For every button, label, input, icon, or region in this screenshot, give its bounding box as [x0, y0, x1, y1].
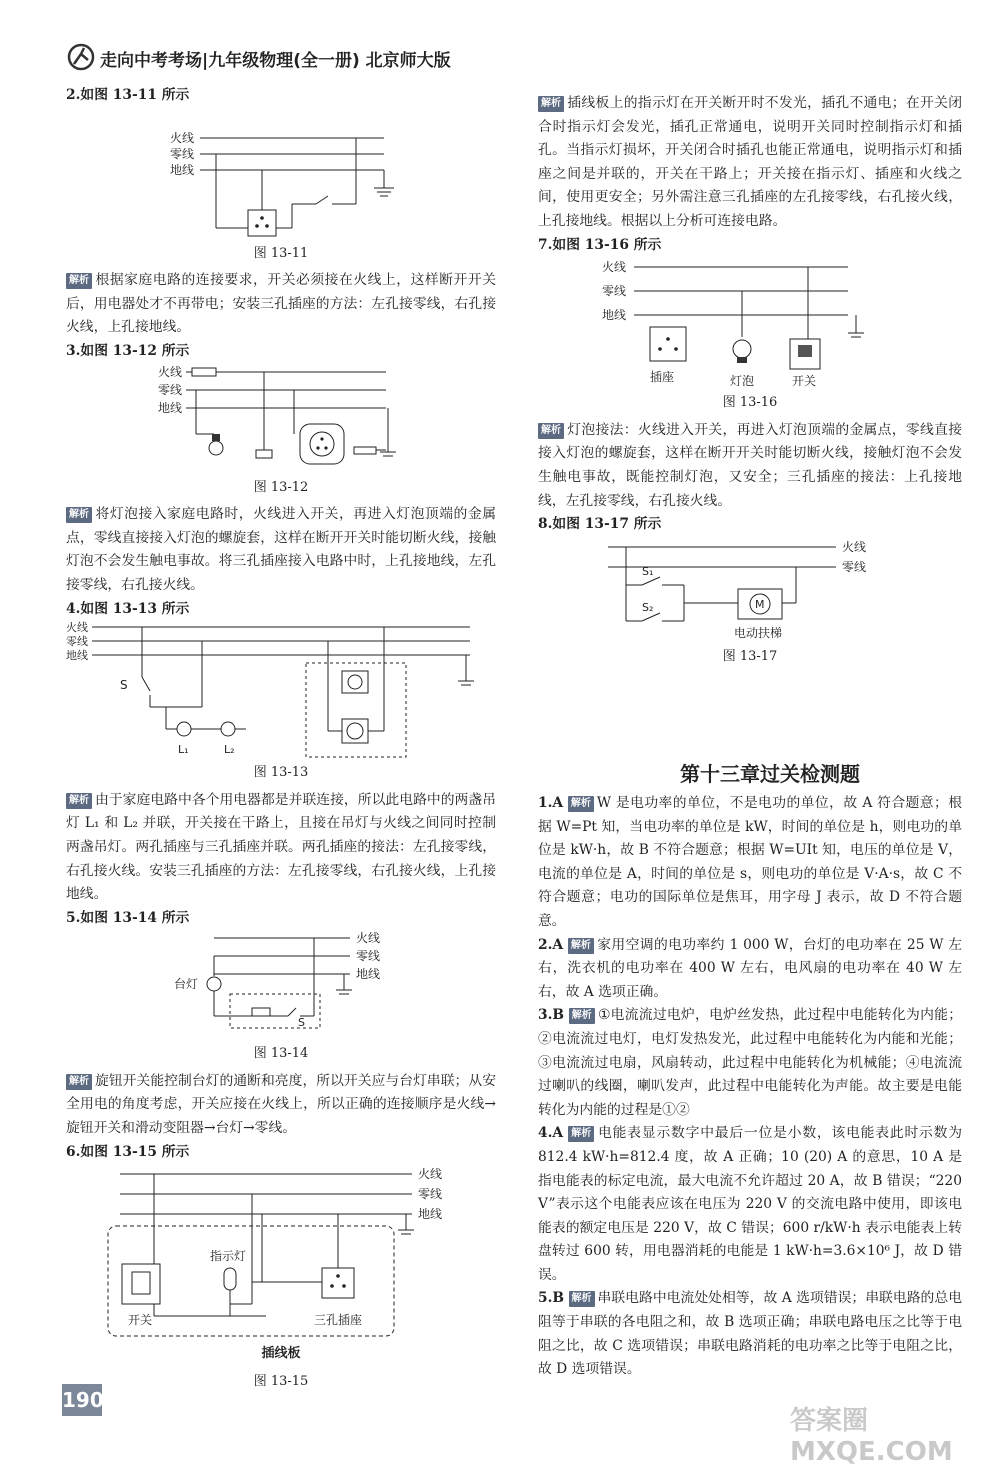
q2-text: 根据家庭电路的连接要求，开关必须接在火线上，这样断开开关后，用电器处才不再带电；安装三孔插座的方法：左孔接零线，右孔接火线，上孔接地线。 — [66, 272, 496, 336]
svg-text:开关: 开关 — [792, 374, 817, 389]
svg-text:S₂: S₂ — [642, 600, 654, 614]
answer-item: 1.A 解析 W 是电功率的单位，不是电功的单位，故 A 符合题意；根据 W=Pt 知，当电功率的单位是 kW，时间的单位是 h，则电功的单位是 kW·h，故 B 不符合题意；根据 W=UIt 知，电压的单位是 V，电流的单位是 A，时间的单位是 s，则电功的单位是 V·A·s，故 C 不符合题意；电功的国际单位是焦耳，用字母 J 表示，故 D 不符合题意。 — [538, 795, 962, 929]
svg-text:M: M — [755, 597, 765, 611]
q6-analysis: 解析 插线板上的指示灯在开关断开时不发光，插孔不通电；在开关闭合时指示灯会发光，插孔正常通电，说明开关同时控制指示灯和插孔。当指示灯损坏，开关闭合时插孔也能正常通电，说明指示灯和插座之间是并联的，开关在干路上；开关接在指示灯、插座和火线之间，使用更安全；另外需注意三孔插座的左孔接零线，右孔接火线，上孔接地线。根据以上分析可连接电路。 — [538, 95, 962, 229]
q4-text: 由于家庭电路中各个用电器都是并联连接，所以此电路中的两盏吊灯 L₁ 和 L₂ 并联，开关接在干路上，且接在吊灯与火线之间同时控制两盏吊灯。两孔插座与三孔插座并联。两孔插座的接法：左孔接零线，右孔接火线。安装三孔插座的方法：左孔接零线，右孔接火线，上孔接地线。 — [66, 791, 496, 903]
svg-text:零线: 零线 — [66, 635, 88, 649]
strip-label: 插线板 — [261, 1346, 301, 1362]
q5-caption: 图 13-14 — [253, 1046, 309, 1062]
figure-13-13 — [66, 621, 496, 759]
svg-text:地线: 地线 — [356, 967, 381, 982]
svg-text:L₁: L₁ — [178, 743, 189, 757]
answer-item: 5.B 解析 串联电路中电流处处相等，故 A 选项错误；串联电路的总电阻等于串联的各电阻之和，故 B 选项正确；串联电路电压之比等于电阻之比，故 C 选项错误；串联电路消耗的电功率之比等于电阻之比，故 D 选项错误。 — [538, 1290, 962, 1378]
q3-analysis: 解析 将灯泡接入家庭电路时，火线进入开关，再进入灯泡顶端的金属点，零线直接接入灯泡的螺旋套，这样在断开开关时能切断火线，接触灯泡不会发生触电事故。将三孔插座接入电路中时，上孔接地线，左孔接零线，右孔接火线。 — [66, 506, 496, 593]
section-title: 第十三章过关检测题 — [680, 762, 860, 786]
label-ground: 地线 — [170, 162, 195, 177]
figure-13-16 — [538, 257, 962, 389]
right-column — [538, 92, 962, 672]
svg-text:地线: 地线 — [418, 1207, 443, 1222]
q6-heading: 6.如图 13-15 所示 — [66, 1143, 190, 1160]
svg-text:指示灯: 指示灯 — [210, 1249, 247, 1264]
q7-caption: 图 13-16 — [722, 395, 778, 411]
answer-item: 2.A 解析 家用空调的电功率约 1 000 W，台灯的电功率在 25 W 左右，洗衣机的电功率在 400 W 左右，电风扇的电功率在 40 W 左右，故 A 选项正确。 — [538, 936, 962, 1000]
figure-13-15 — [66, 1164, 496, 1340]
svg-text:灯泡: 灯泡 — [730, 374, 755, 389]
svg-text:零线: 零线 — [158, 382, 183, 397]
q2-analysis — [66, 269, 496, 340]
svg-text:地线: 地线 — [66, 649, 88, 663]
svg-text:火线: 火线 — [418, 1167, 443, 1182]
q3-text: 将灯泡接入家庭电路时，火线进入开关，再进入灯泡顶端的金属点，零线直接接入灯泡的螺旋套，这样在断开开关时能切断火线，接触灯泡不会发生触电事故。将三孔插座接入电路中时，上孔接地线，左孔接零线，右孔接火线。 — [66, 506, 496, 593]
svg-text:地线: 地线 — [158, 400, 183, 415]
q3-heading: 3.如图 13-12 所示 — [66, 342, 190, 359]
analysis-tag: 解析 — [66, 273, 92, 289]
q4-caption: 图 13-13 — [253, 765, 309, 781]
figure-13-17 — [538, 537, 962, 643]
q5-analysis: 解析 旋钮开关能控制台灯的通断和亮度，所以开关应与台灯串联；从安全用电的角度考虑，开关应接在火线上，所以正确的连接顺序是火线→旋钮开关和滑动变阻器→台灯→零线。 — [66, 1072, 496, 1137]
left-column — [66, 84, 496, 1397]
svg-text:S₁: S₁ — [642, 564, 654, 578]
page-header — [66, 40, 486, 74]
answer-item: 3.B 解析 ①电流流过电炉，电炉丝发热，此过程中电能转化为内能；②电流流过电灯，电灯发热发光，此过程中电能转化为内能和光能；③电流流过电扇，风扇转动，此过程中电能转化为机械能；④电流流过喇叭的线圈，喇叭发声，此过程中电能转化为声能。故主要是电能转化为内能的过程是①② — [538, 1007, 962, 1118]
svg-text:零线: 零线 — [842, 559, 867, 574]
answer-item: 4.A 解析 电能表显示数字中最后一位是小数，该电能表此时示数为 812.4 kW·h=812.4 度，故 A 正确；10 (20) A 的意思，10 A 是指电能表的标定电流，最大电流不允许超过 20 A，故 B 错误；“220 V”表示这个电能表应该在电压为 220 V 的交流电路中使用，即该电能表的额定电压是 220 V，故 C 错误；600 r/kW·h 表示电能表上转盘转过 600 转，用电器消耗的电能是 1 kW·h=3.6×10⁶ J，故 D 错误。 — [538, 1125, 963, 1283]
figure-13-14 — [66, 930, 496, 1040]
q4-heading: 4.如图 13-13 所示 — [66, 600, 190, 617]
q8-heading: 8.如图 13-17 所示 — [538, 516, 662, 533]
header-title: 走向中考考场|九年级物理(全一册) 北京师大版 — [100, 51, 451, 71]
q2-heading: 2.如图 13-11 所示 — [66, 87, 190, 103]
runner-logo-icon — [66, 42, 96, 72]
svg-text:零线: 零线 — [418, 1187, 443, 1202]
page-number: 190 — [62, 1384, 102, 1416]
svg-text:火线: 火线 — [356, 931, 381, 946]
q7-heading: 7.如图 13-16 所示 — [538, 236, 662, 253]
svg-text:S: S — [298, 1016, 305, 1030]
svg-text:零线: 零线 — [602, 284, 627, 299]
label-desk-lamp: 台灯 — [174, 977, 199, 992]
svg-text:三孔插座: 三孔插座 — [314, 1313, 363, 1328]
figure-13-11 — [66, 108, 496, 240]
q6-text: 插线板上的指示灯在开关断开时不发光，插孔不通电；在开关闭合时指示灯会发光，插孔正常通电，说明开关同时控制指示灯和插孔。当指示灯损坏，开关闭合时插孔也能正常通电，说明指示灯和插座之间是并联的，开关在干路上；开关接在指示灯、插座和火线之间，使用更安全；另外需注意三孔插座的左孔接零线，右孔接火线，上孔接地线。根据以上分析可连接电路。 — [538, 95, 962, 229]
q3-caption: 图 13-12 — [253, 479, 309, 495]
svg-text:火线: 火线 — [842, 539, 867, 554]
svg-text:电动扶梯: 电动扶梯 — [734, 625, 783, 640]
label-s: S — [120, 678, 128, 693]
svg-text:零线: 零线 — [356, 949, 381, 964]
q5-text: 旋钮开关能控制台灯的通断和亮度，所以开关应与台灯串联；从安全用电的角度考虑，开关应接在火线上，所以正确的连接顺序是火线→旋钮开关和滑动变阻器→台灯→零线。 — [66, 1072, 496, 1137]
svg-text:插座: 插座 — [650, 370, 675, 385]
q6-caption: 图 13-15 — [253, 1373, 309, 1389]
q7-text: 灯泡接法：火线进入开关，再进入灯泡顶端的金属点，零线直接接入灯泡的螺旋套，这样在断开开关时能切断火线，接触灯泡不会发生触电事故，既能控制灯泡，又安全；三孔插座的接法：上孔接地线，左孔接零线，右孔接火线。 — [538, 421, 962, 509]
answers-list — [538, 792, 962, 1382]
watermark: 答案圈 MXQE.COM — [790, 1406, 953, 1467]
svg-text:火线: 火线 — [602, 260, 627, 275]
label-neutral: 零线 — [170, 146, 195, 161]
svg-text:地线: 地线 — [602, 308, 627, 323]
q5-heading: 5.如图 13-14 所示 — [66, 909, 190, 926]
svg-text:火线: 火线 — [158, 364, 183, 379]
q2-caption: 图 13-11 — [253, 245, 309, 261]
svg-text:L₂: L₂ — [224, 743, 235, 757]
svg-text:火线: 火线 — [66, 621, 88, 635]
label-fire: 火线 — [170, 130, 195, 145]
q4-analysis: 解析 由于家庭电路中各个用电器都是并联连接，所以此电路中的两盏吊灯 L₁ 和 L₂ 并联，开关接在干路上，且接在吊灯与火线之间同时控制两盏吊灯。两孔插座与三孔插座并联。两孔插座的接法：左孔接零线，右孔接火线。安装三孔插座的方法：左孔接零线，右孔接火线，上孔接地线。 — [66, 791, 496, 903]
q7-analysis: 解析 灯泡接法：火线进入开关，再进入灯泡顶端的金属点，零线直接接入灯泡的螺旋套，这样在断开开关时能切断火线，接触灯泡不会发生触电事故，既能控制灯泡，又安全；三孔插座的接法：上孔接地线，左孔接零线，右孔接火线。 — [538, 421, 962, 509]
svg-text:开关: 开关 — [128, 1313, 153, 1328]
q8-caption: 图 13-17 — [722, 648, 778, 664]
figure-13-12 — [66, 364, 496, 474]
